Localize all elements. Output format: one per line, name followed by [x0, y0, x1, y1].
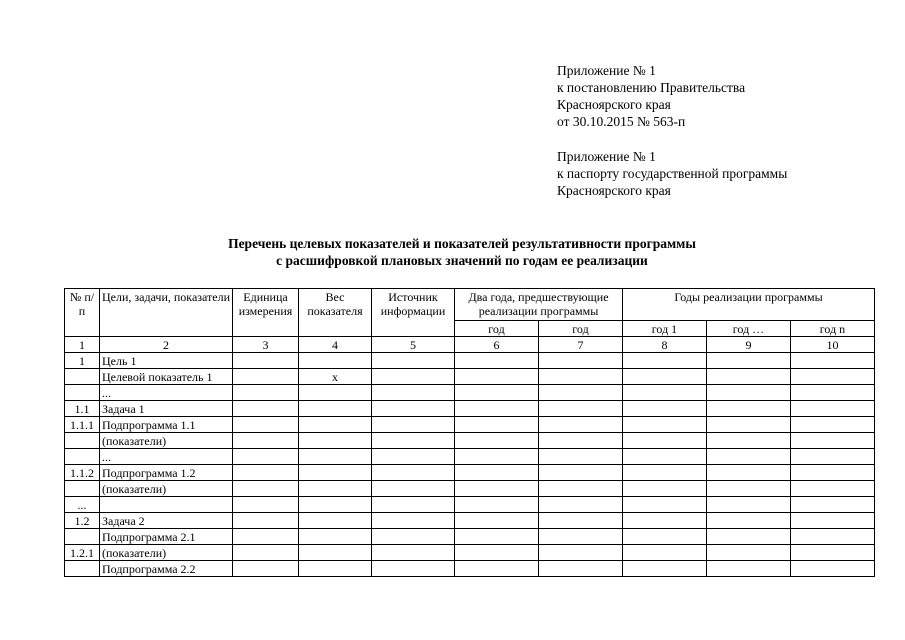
row-impl-year-1-cell	[623, 497, 707, 513]
row-prev-year-1-cell	[455, 465, 539, 481]
row-prev-year-1-cell	[455, 353, 539, 369]
row-impl-year-2-cell	[707, 353, 791, 369]
header-impl-year-n: год n	[791, 321, 875, 337]
row-impl-year-2-cell	[707, 465, 791, 481]
row-name-cell: Задача 2	[100, 513, 233, 529]
row-impl-year-2-cell	[707, 513, 791, 529]
row-unit-cell	[233, 545, 299, 561]
header-weight: Вес показателя	[299, 289, 372, 337]
row-source-cell	[372, 481, 455, 497]
header-impl-year-1: год 1	[623, 321, 707, 337]
row-unit-cell	[233, 481, 299, 497]
row-impl-year-n-cell	[791, 433, 875, 449]
row-impl-year-1-cell	[623, 449, 707, 465]
row-prev-year-1-cell	[455, 561, 539, 577]
column-number: 9	[707, 337, 791, 353]
row-prev-year-2-cell	[539, 497, 623, 513]
annex-line: к постановлению Правительства	[557, 80, 746, 95]
column-number: 10	[791, 337, 875, 353]
row-name-cell: (показатели)	[100, 481, 233, 497]
row-impl-year-n-cell	[791, 385, 875, 401]
header-prev-year-2: год	[539, 321, 623, 337]
column-number: 3	[233, 337, 299, 353]
table-row	[65, 561, 875, 577]
title-line: с расшифровкой плановых значений по годам ее реализации	[276, 253, 648, 268]
row-name-cell: (показатели)	[100, 433, 233, 449]
row-prev-year-2-cell	[539, 513, 623, 529]
row-source-cell	[372, 529, 455, 545]
row-source-cell	[372, 449, 455, 465]
row-name-cell	[100, 497, 233, 513]
annex-line: Красноярского края	[557, 183, 671, 198]
column-number: 2	[100, 337, 233, 353]
annex-line: Красноярского края	[557, 97, 671, 112]
row-impl-year-1-cell	[623, 529, 707, 545]
row-impl-year-2-cell	[707, 561, 791, 577]
indicators-table	[64, 288, 875, 577]
row-prev-year-1-cell	[455, 529, 539, 545]
column-number: 6	[455, 337, 539, 353]
row-weight-cell	[299, 433, 372, 449]
row-prev-year-1-cell	[455, 513, 539, 529]
column-number: 8	[623, 337, 707, 353]
row-name-cell: Подпрограмма 1.2	[100, 465, 233, 481]
row-impl-year-n-cell	[791, 481, 875, 497]
header-prev-year-1: год	[455, 321, 539, 337]
table-row	[65, 513, 875, 529]
row-num-cell: 1.1.2	[65, 465, 100, 481]
table-row	[65, 353, 875, 369]
row-weight-cell	[299, 529, 372, 545]
row-num-cell	[65, 433, 100, 449]
row-num-cell	[65, 561, 100, 577]
row-name-cell: Подпрограмма 2.1	[100, 529, 233, 545]
row-prev-year-2-cell	[539, 401, 623, 417]
row-impl-year-1-cell	[623, 545, 707, 561]
row-impl-year-1-cell	[623, 369, 707, 385]
row-impl-year-1-cell	[623, 561, 707, 577]
row-prev-year-1-cell	[455, 369, 539, 385]
row-prev-year-1-cell	[455, 497, 539, 513]
row-source-cell	[372, 417, 455, 433]
row-num-cell	[65, 385, 100, 401]
table-row	[65, 433, 875, 449]
row-name-cell: Подпрограмма 1.1	[100, 417, 233, 433]
row-impl-year-n-cell	[791, 529, 875, 545]
row-prev-year-2-cell	[539, 481, 623, 497]
row-weight-cell: x	[299, 369, 372, 385]
row-source-cell	[372, 497, 455, 513]
row-impl-year-1-cell	[623, 385, 707, 401]
row-source-cell	[372, 385, 455, 401]
annex-line: Приложение № 1	[557, 149, 656, 164]
table-row	[65, 529, 875, 545]
row-prev-year-1-cell	[455, 481, 539, 497]
row-prev-year-2-cell	[539, 353, 623, 369]
row-num-cell: 1	[65, 353, 100, 369]
row-num-cell: ...	[65, 497, 100, 513]
row-prev-year-2-cell	[539, 449, 623, 465]
row-prev-year-2-cell	[539, 433, 623, 449]
row-impl-year-n-cell	[791, 449, 875, 465]
row-weight-cell	[299, 385, 372, 401]
table-row	[65, 417, 875, 433]
row-name-cell: ...	[100, 449, 233, 465]
row-weight-cell	[299, 465, 372, 481]
table-row	[65, 401, 875, 417]
title-line: Перечень целевых показателей и показателей результативности программы	[228, 236, 696, 251]
row-prev-year-2-cell	[539, 465, 623, 481]
document-title	[100, 235, 824, 269]
annex-line: Приложение № 1	[557, 63, 656, 78]
row-impl-year-2-cell	[707, 369, 791, 385]
row-prev-year-1-cell	[455, 401, 539, 417]
header-num: № п/п	[65, 289, 100, 337]
row-num-cell	[65, 529, 100, 545]
row-prev-year-1-cell	[455, 449, 539, 465]
header-source: Источник информации	[372, 289, 455, 337]
row-weight-cell	[299, 513, 372, 529]
table-row	[65, 385, 875, 401]
row-weight-cell	[299, 561, 372, 577]
column-number: 4	[299, 337, 372, 353]
row-prev-year-1-cell	[455, 545, 539, 561]
row-name-cell: Цель 1	[100, 353, 233, 369]
row-weight-cell	[299, 481, 372, 497]
row-impl-year-1-cell	[623, 433, 707, 449]
row-source-cell	[372, 513, 455, 529]
row-prev-year-2-cell	[539, 545, 623, 561]
row-prev-year-2-cell	[539, 369, 623, 385]
row-source-cell	[372, 401, 455, 417]
row-unit-cell	[233, 513, 299, 529]
row-num-cell	[65, 481, 100, 497]
row-unit-cell	[233, 385, 299, 401]
row-name-cell: Целевой показатель 1	[100, 369, 233, 385]
row-impl-year-n-cell	[791, 353, 875, 369]
row-num-cell: 1.1	[65, 401, 100, 417]
row-impl-year-2-cell	[707, 481, 791, 497]
row-weight-cell	[299, 353, 372, 369]
row-impl-year-n-cell	[791, 497, 875, 513]
table-row	[65, 465, 875, 481]
row-impl-year-n-cell	[791, 465, 875, 481]
column-number: 7	[539, 337, 623, 353]
header-prev-years: Два года, предшествующие реализации программы	[455, 289, 623, 321]
row-impl-year-1-cell	[623, 353, 707, 369]
row-prev-year-1-cell	[455, 385, 539, 401]
row-source-cell	[372, 545, 455, 561]
table-row	[65, 369, 875, 385]
row-impl-year-n-cell	[791, 401, 875, 417]
header-unit: Единица измерения	[233, 289, 299, 337]
row-num-cell	[65, 369, 100, 385]
row-impl-year-2-cell	[707, 497, 791, 513]
row-unit-cell	[233, 529, 299, 545]
row-weight-cell	[299, 449, 372, 465]
annex-line: к паспорту государственной программы	[557, 166, 788, 181]
column-number: 5	[372, 337, 455, 353]
row-impl-year-n-cell	[791, 369, 875, 385]
row-name-cell: Задача 1	[100, 401, 233, 417]
row-unit-cell	[233, 497, 299, 513]
header-row	[65, 289, 875, 321]
row-weight-cell	[299, 417, 372, 433]
row-source-cell	[372, 561, 455, 577]
row-impl-year-n-cell	[791, 513, 875, 529]
table-body	[65, 353, 875, 577]
header-impl-years: Годы реализации программы	[623, 289, 875, 321]
row-unit-cell	[233, 417, 299, 433]
annex-block-passport	[557, 148, 787, 199]
table-row	[65, 497, 875, 513]
row-impl-year-1-cell	[623, 401, 707, 417]
row-prev-year-2-cell	[539, 561, 623, 577]
row-weight-cell	[299, 545, 372, 561]
table-row	[65, 481, 875, 497]
header-goals: Цели, задачи, показатели	[100, 289, 233, 337]
row-prev-year-2-cell	[539, 417, 623, 433]
row-weight-cell	[299, 497, 372, 513]
row-unit-cell	[233, 353, 299, 369]
row-name-cell: (показатели)	[100, 545, 233, 561]
row-unit-cell	[233, 433, 299, 449]
row-impl-year-2-cell	[707, 529, 791, 545]
row-num-cell: 1.1.1	[65, 417, 100, 433]
row-impl-year-2-cell	[707, 401, 791, 417]
row-num-cell	[65, 449, 100, 465]
row-name-cell: Подпрограмма 2.2	[100, 561, 233, 577]
row-num-cell: 1.2	[65, 513, 100, 529]
row-unit-cell	[233, 401, 299, 417]
row-prev-year-2-cell	[539, 385, 623, 401]
row-source-cell	[372, 353, 455, 369]
row-impl-year-n-cell	[791, 545, 875, 561]
row-impl-year-1-cell	[623, 481, 707, 497]
row-unit-cell	[233, 369, 299, 385]
row-impl-year-2-cell	[707, 433, 791, 449]
row-unit-cell	[233, 561, 299, 577]
column-number: 1	[65, 337, 100, 353]
row-prev-year-1-cell	[455, 433, 539, 449]
annex-line: от 30.10.2015 № 563-п	[557, 114, 686, 129]
row-unit-cell	[233, 449, 299, 465]
row-impl-year-2-cell	[707, 449, 791, 465]
row-prev-year-1-cell	[455, 417, 539, 433]
row-impl-year-n-cell	[791, 417, 875, 433]
annex-block-resolution	[557, 62, 745, 130]
row-num-cell: 1.2.1	[65, 545, 100, 561]
row-impl-year-2-cell	[707, 385, 791, 401]
row-impl-year-n-cell	[791, 561, 875, 577]
row-impl-year-1-cell	[623, 513, 707, 529]
row-source-cell	[372, 465, 455, 481]
row-name-cell: ...	[100, 385, 233, 401]
table-row	[65, 449, 875, 465]
header-impl-year-2: год …	[707, 321, 791, 337]
row-impl-year-1-cell	[623, 417, 707, 433]
row-weight-cell	[299, 401, 372, 417]
row-impl-year-2-cell	[707, 545, 791, 561]
row-impl-year-1-cell	[623, 465, 707, 481]
row-unit-cell	[233, 465, 299, 481]
table-row	[65, 545, 875, 561]
column-number-row	[65, 337, 875, 353]
row-prev-year-2-cell	[539, 529, 623, 545]
row-source-cell	[372, 369, 455, 385]
row-source-cell	[372, 433, 455, 449]
row-impl-year-2-cell	[707, 417, 791, 433]
